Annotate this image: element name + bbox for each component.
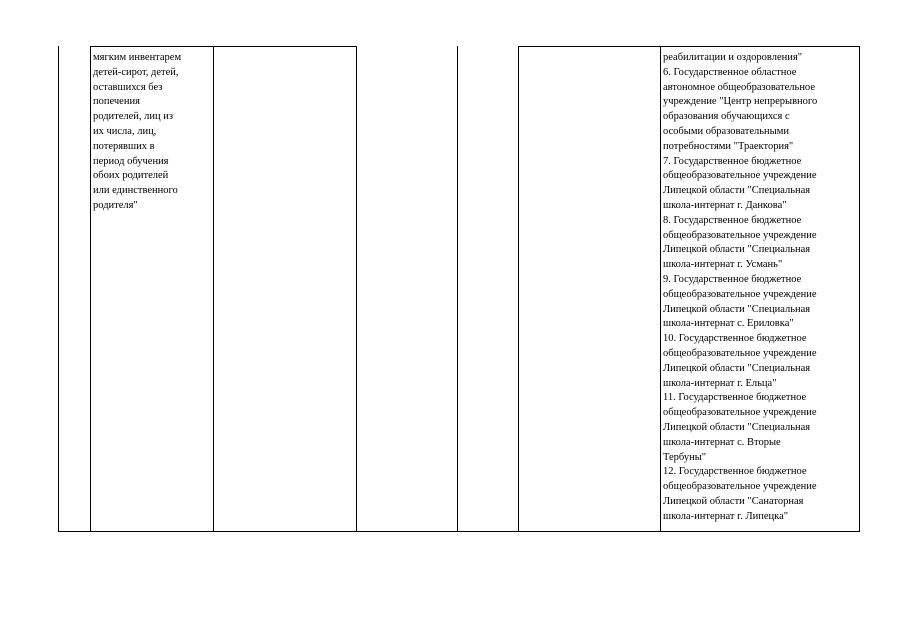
table-bottom-border [58, 531, 860, 532]
cell-text-line: Липецкой области "Специальная [663, 303, 811, 315]
cell-text-line: общеобразовательное учреждение [663, 481, 817, 493]
cell-text-line: потребностями "Траектория" [663, 140, 794, 152]
cell-text-line: общеобразовательное учреждение [663, 288, 817, 300]
cell-text-line: школа-интернат с. Ериловка" [663, 318, 794, 330]
cell-text-line: учреждение "Центр непрерывного [663, 96, 818, 108]
cell-text-line: общеобразовательное учреждение [663, 347, 817, 359]
cell-text-line: реабилитации и оздоровления" [663, 52, 802, 63]
cell-text-line: школа-интернат г. Усмань" [663, 259, 783, 271]
cell-text-line: школа-интернат г. Липецка" [663, 510, 789, 522]
cell-text-line: Тербуны" [663, 451, 707, 463]
cell-text-line: общеобразовательное учреждение [663, 407, 817, 419]
cell-text-line: автономное общеобразовательное [663, 81, 815, 93]
cell-text-line: детей-сирот, детей, [93, 66, 179, 78]
column-rule-5 [457, 46, 458, 532]
cell-text-line: особыми образовательными [663, 125, 789, 137]
cell-text-line: Липецкой области "Санаторная [663, 495, 804, 507]
cell-text-line: общеобразовательное учреждение [663, 170, 817, 182]
cell-text-line: школа-интернат г. Данкова" [663, 199, 787, 211]
column-rule-2 [90, 46, 91, 532]
cell-text-line: 7. Государственное бюджетное [663, 155, 802, 167]
cell-text-line: обоих родителей [93, 170, 169, 182]
cell-text-line: образования обучающихся с [663, 111, 790, 123]
cell-text-line: 8. Государственное бюджетное [663, 214, 802, 226]
column-rule-1 [58, 46, 59, 532]
cell-text-line: 6. Государственное областное [663, 66, 797, 78]
cell-text-line: потерявших в [93, 140, 155, 152]
column-rule-6 [518, 46, 519, 532]
cell-text-line: мягким инвентарем [93, 52, 182, 63]
cell-text-line: Липецкой области "Специальная [663, 362, 811, 374]
cell-text-line: 12. Государственное бюджетное [663, 466, 807, 478]
cell-text-line: их числа, лиц, [93, 125, 157, 137]
cell-text-line: 9. Государственное бюджетное [663, 273, 802, 285]
cell-text-line: школа-интернат с. Вторые [663, 436, 781, 448]
cell-text-line: период обучения [93, 155, 169, 167]
column-rule-3 [213, 46, 214, 532]
cell-text-line: родителей, лиц из [93, 111, 174, 123]
cell-col2-text [93, 51, 181, 214]
cell-text-line: родителя" [93, 199, 138, 211]
column-rule-8 [859, 46, 860, 532]
cell-text-line: 11. Государственное бюджетное [663, 392, 807, 404]
table-top-border-right [518, 46, 859, 47]
column-rule-4 [356, 46, 357, 532]
cell-text-line: Липецкой области "Специальная [663, 421, 811, 433]
column-rule-7 [660, 46, 661, 532]
cell-text-line: оставшихся без [93, 81, 163, 93]
cell-col9-text [663, 51, 817, 525]
cell-text-line: школа-интернат г. Ельца" [663, 377, 777, 389]
cell-text-line: или единственного [93, 185, 178, 197]
cell-text-line: 10. Государственное бюджетное [663, 333, 807, 345]
cell-text-line: Липецкой области "Специальная [663, 244, 811, 256]
cell-text-line: общеобразовательное учреждение [663, 229, 817, 241]
table-top-border-left [90, 46, 357, 47]
cell-text-line: попечения [93, 96, 140, 108]
cell-text-line: Липецкой области "Специальная [663, 185, 811, 197]
